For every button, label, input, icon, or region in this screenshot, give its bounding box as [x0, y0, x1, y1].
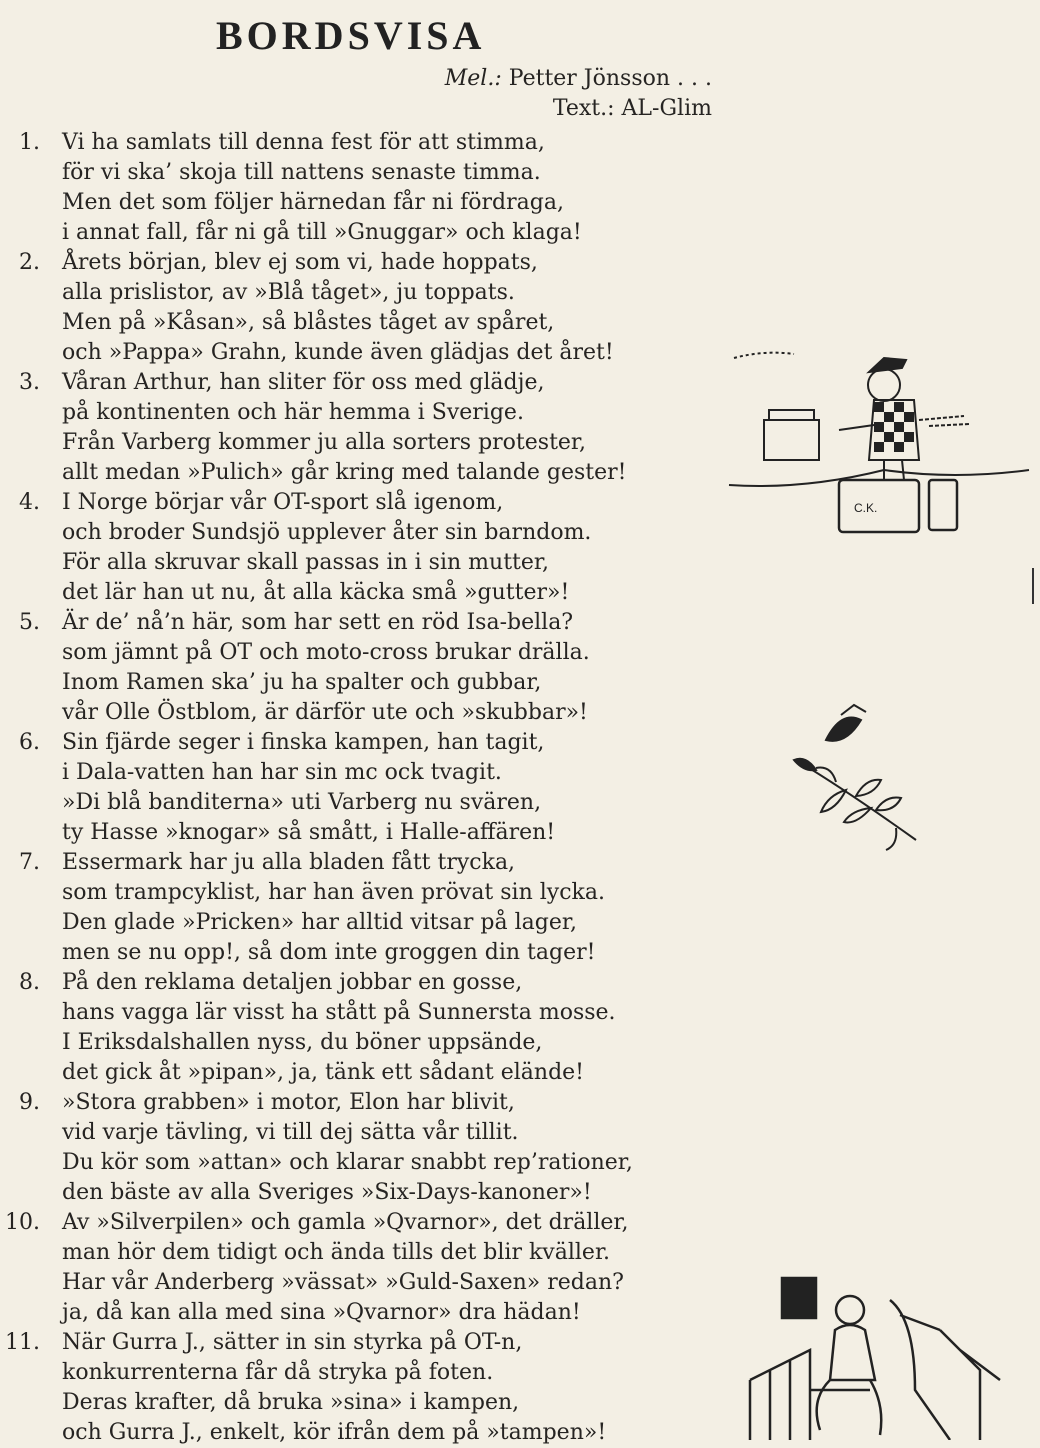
verse-number: 2.: [19, 250, 40, 275]
traveller-illustration: [724, 340, 1034, 540]
verse-line: hans vagga lär visst ha stått på Sunnersta mosse.: [62, 1000, 616, 1025]
verse-line: Essermark har ju alla bladen fått trycka,: [62, 850, 516, 875]
verse-line: I Eriksdalshallen nyss, du böner uppsände,: [62, 1030, 543, 1055]
verse-line: och Gurra J., enkelt, kör ifrån dem på »tampen»!: [62, 1420, 607, 1445]
verse-lines: [62, 848, 720, 968]
verse-line: det gick åt »pipan», ja, tänk ett sådant elände!: [62, 1060, 585, 1085]
verse-line: i annat fall, får ni gå till »Gnuggar» och klaga!: [62, 220, 582, 245]
verse-line: Sin fjärde seger i finska kampen, han tagit,: [62, 730, 545, 755]
verse-line: allt medan »Pulich» går kring med talande gester!: [62, 460, 627, 485]
verse-number: 10.: [5, 1210, 40, 1235]
verse-lines: [62, 128, 720, 248]
verse-line: På den reklama detaljen jobbar en gosse,: [62, 970, 523, 995]
verse-number: 8.: [19, 970, 40, 995]
page-edge-mark: [1032, 568, 1034, 604]
verse-line: Våran Arthur, han sliter för oss med glädje,: [62, 370, 545, 395]
verse-number: 11.: [5, 1330, 40, 1355]
verse-list: [0, 128, 720, 1448]
verse-line: Vi ha samlats till denna fest för att stimma,: [62, 130, 545, 155]
verse-number: 7.: [19, 850, 40, 875]
song-title: BORDSVISA: [216, 13, 486, 58]
verse-line: som jämnt på OT och moto-cross brukar drälla.: [62, 640, 590, 665]
verse-line: och broder Sundsjö upplever åter sin barndom.: [62, 520, 592, 545]
verse-line: alla prislistor, av »Blå tåget», ju toppats.: [62, 280, 515, 305]
verse-lines: [62, 728, 720, 848]
verse: [0, 608, 720, 728]
verse-line: Den glade »Pricken» har alltid vitsar på lager,: [62, 910, 577, 935]
melody-credit: [445, 64, 712, 94]
verse-line: konkurrenterna får då stryka på foten.: [62, 1360, 494, 1385]
verse-line: Men på »Kåsan», så blåstes tåget av spåret,: [62, 310, 555, 335]
verse: [0, 728, 720, 848]
verse-line: men se nu opp!, så dom inte groggen din tager!: [62, 940, 596, 965]
verse-line: på kontinenten och här hemma i Sverige.: [62, 400, 524, 425]
melody-name: Petter Jönsson . . .: [508, 66, 712, 91]
verse-line: Är de’ nå’n här, som har sett en röd Isa-bella?: [62, 610, 574, 635]
verse: [0, 1328, 720, 1448]
verse: [0, 368, 720, 488]
verse-line: det lär han ut nu, åt alla käcka små »gutter»!: [62, 580, 570, 605]
verse-line: ja, då kan alla med sina »Qvarnor» dra hädan!: [62, 1300, 581, 1325]
verse-line: Har vår Anderberg »vässat» »Guld-Saxen» redan?: [62, 1270, 624, 1295]
verse-line: i Dala-vatten han har sin mc ock tvagit.: [62, 760, 502, 785]
verse-lines: [62, 608, 720, 728]
verse-line: Deras krafter, då bruka »sina» i kampen,: [62, 1390, 520, 1415]
verse-line: ty Hasse »knogar» så smått, i Halle-affären!: [62, 820, 556, 845]
verse: [0, 968, 720, 1088]
verse-line: Du kör som »attan» och klarar snabbt rep’rationer,: [62, 1150, 633, 1175]
verse-lines: [62, 1208, 720, 1328]
bird-branch-illustration: [786, 700, 926, 870]
verse-number: 3.: [19, 370, 40, 395]
seated-figure-illustration: [740, 1270, 1040, 1440]
verse-number: 9.: [19, 1090, 40, 1115]
verse-line: som trampcyklist, har han även prövat sin lycka.: [62, 880, 605, 905]
verse: [0, 248, 720, 368]
verse-lines: [62, 488, 720, 608]
verse-line: vår Olle Östblom, är därför ute och »skubbar»!: [62, 700, 588, 725]
verse-lines: [62, 1088, 720, 1208]
verse-number: 1.: [19, 130, 40, 155]
verse-line: »Stora grabben» i motor, Elon har blivit,: [62, 1090, 515, 1115]
verse-line: för vi ska’ skoja till nattens senaste timma.: [62, 160, 541, 185]
verse-line: Årets början, blev ej som vi, hade hoppats,: [62, 250, 538, 275]
text-credit: [445, 94, 712, 124]
verse-line: och »Pappa» Grahn, kunde även glädjas det året!: [62, 340, 614, 365]
verse-line: man hör dem tidigt och ända tills det blir kväller.: [62, 1240, 611, 1265]
verse: [0, 488, 720, 608]
verse-number: 6.: [19, 730, 40, 755]
melody-label: Mel.:: [444, 66, 502, 91]
verse-line: Inom Ramen ska’ ju ha spalter och gubbar,: [62, 670, 542, 695]
text-label: Text.:: [552, 96, 615, 121]
verse-line: När Gurra J., sätter in sin styrka på OT-n,: [62, 1330, 523, 1355]
verse-line: den bäste av alla Sveriges »Six-Days-kanoner»!: [62, 1180, 592, 1205]
verse-number: 5.: [19, 610, 40, 635]
verse-lines: [62, 968, 720, 1088]
verse: [0, 848, 720, 968]
song-credits: [445, 64, 712, 124]
verse-line: vid varje tävling, vi till dej sätta vår tillit.: [62, 1120, 519, 1145]
verse: [0, 1088, 720, 1208]
text-author: AL-Glim: [621, 96, 712, 121]
verse-line: Av »Silverpilen» och gamla »Qvarnor», det dräller,: [62, 1210, 629, 1235]
verse-line: »Di blå banditerna» uti Varberg nu svären,: [62, 790, 542, 815]
verse-line: I Norge börjar vår OT-sport slå igenom,: [62, 490, 504, 515]
verse-lines: [62, 248, 720, 368]
verse-line: För alla skruvar skall passas in i sin mutter,: [62, 550, 549, 575]
verse-lines: [62, 1328, 720, 1448]
verse-line: Från Varberg kommer ju alla sorters protester,: [62, 430, 587, 455]
verse-number: 4.: [19, 490, 40, 515]
verse: [0, 128, 720, 248]
verse-lines: [62, 368, 720, 488]
verse: [0, 1208, 720, 1328]
verse-line: Men det som följer härnedan får ni fördraga,: [62, 190, 564, 215]
suitcase-label: C.K.: [854, 501, 878, 515]
